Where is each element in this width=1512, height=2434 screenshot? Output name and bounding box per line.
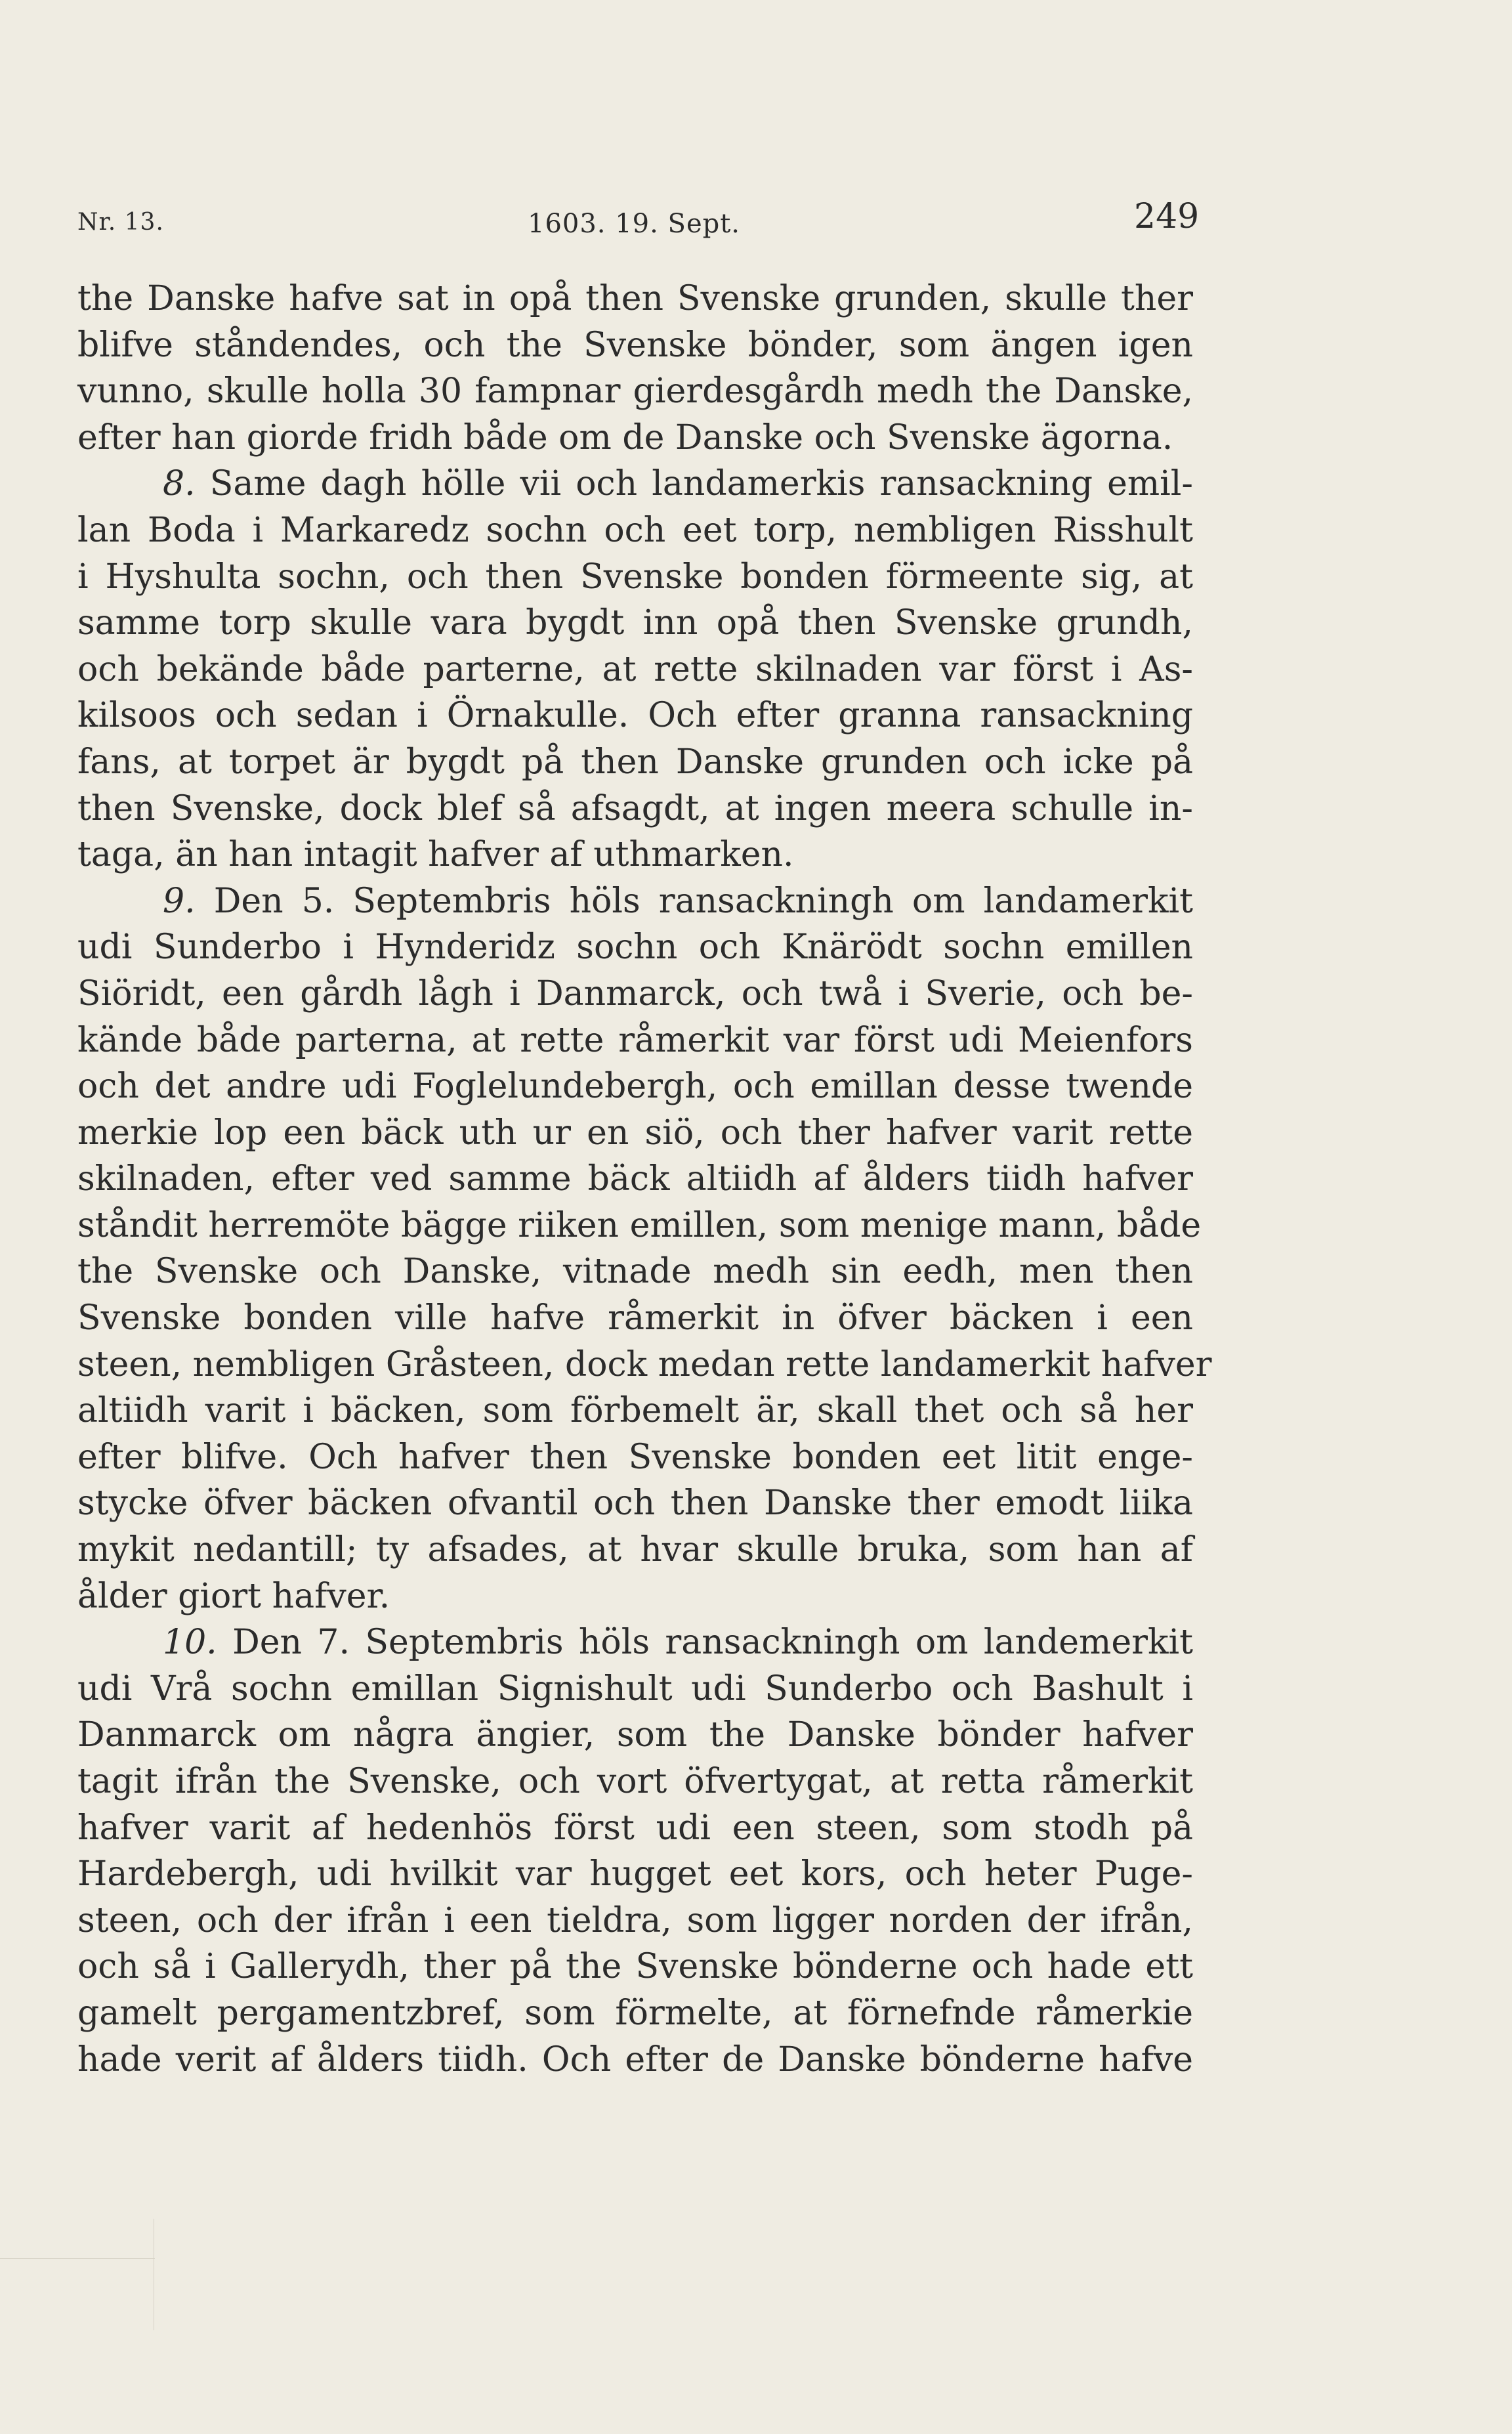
text-line [77,368,1193,415]
line-text: merkie lop een bäck uth ur en siö, och ther hafver varit rette [77,1113,1193,1153]
section-number: 8. [163,464,196,504]
text-line [77,1434,1193,1481]
line-text: efter han giorde fridh både om de Danske och Svenske ägorna. [77,417,1173,458]
line-text: Den 7. Septembris höls ransackningh om landemerkit [217,1623,1193,1663]
body-text [77,276,1212,2083]
text-line [77,971,1193,1017]
line-text: vunno, skulle holla 30 fampnar gierdesgårdh medh the Danske, [77,372,1193,412]
line-text: stycke öfver bäcken ofvantil och then Danske ther emodt liika [77,1484,1193,1524]
text-line [77,786,1193,832]
text-line [77,322,1193,369]
line-text: Same dagh hölle vii och landamerkis ransackning emil- [195,464,1193,504]
text-line [77,1203,1202,1249]
section-number: 9. [163,881,196,921]
line-text: steen, och der ifrån i een tieldra, som ligger norden der ifrån, [77,1900,1193,1940]
line-text: efter blifve. Och hafver then Svenske bonden eet litit enge- [77,1437,1193,1477]
text-line [77,693,1193,739]
line-text: i Hyshulta sochn, och then Svenske bonden förmeente sig, at [77,557,1193,597]
text-line [77,600,1193,647]
line-text: Danmarck om några ängier, som the Danske bönder hafver [77,1715,1193,1755]
section-number: 10. [163,1623,217,1663]
text-line [77,1388,1193,1434]
text-line [77,1156,1193,1203]
line-text: Hardebergh, udi hvilkit var hugget eet kors, och heter Puge- [77,1854,1193,1894]
line-text: steen, nembligen Gråsteen, dock medan rette landamerkit hafver [77,1344,1212,1384]
line-text: och så i Gallerydh, ther på the Svenske bönderne och hade ett [77,1947,1193,1987]
text-line [77,1249,1193,1295]
line-text: then Svenske, dock blef så afsagdt, at ingen meera schulle in- [77,788,1193,828]
line-text: Svenske bonden ville hafve råmerkit in öfver bäcken i een [77,1298,1193,1338]
line-text: lan Boda i Markaredz sochn och eet torp, nembligen Risshult [77,510,1193,550]
text-line [77,1295,1193,1342]
text-line [77,415,1193,461]
line-text: kilsoos och sedan i Örnakulle. Och efter granna ransackning [77,696,1193,736]
text-line [77,1342,1212,1388]
text-line [77,1990,1193,2037]
text-line [77,1944,1193,1990]
line-text: taga, än han intagit hafver af uthmarken. [77,835,794,875]
text-line [77,554,1193,601]
line-text: gamelt pergamentzbref, som förmelte, at förnefnde råmerkie [77,1993,1193,2033]
line-text: kände både parterna, at rette råmerkit var först udi Meienfors [77,1020,1193,1060]
text-line [77,1898,1193,1944]
line-text: och det andre udi Foglelundebergh, och emillan desse twende [77,1067,1193,1107]
text-line [77,276,1193,322]
text-line [77,1759,1193,1805]
line-text: altiidh varit i bäcken, som förbemelt är, skall thet och så her [77,1391,1193,1431]
scan-edge-mark [0,2258,155,2259]
document-number: Nr. 13. [77,209,164,236]
text-line [77,832,1193,878]
line-text: udi Sunderbo i Hynderidz sochn och Knärödt sochn emillen [77,928,1193,968]
line-text: ståndit herremöte bägge riiken emillen, som menige mann, både [77,1205,1202,1245]
line-text: tagit ifrån the Svenske, och vort öfvertygat, at retta råmerkit [77,1762,1193,1801]
text-line [77,1805,1193,1852]
text-line [77,1619,1193,1666]
page-number: 249 [1134,197,1200,236]
line-text: Siöridt, een gårdh lågh i Danmarck, och twå i Sverie, och be- [77,973,1193,1014]
line-text: ålder giort hafver. [77,1576,390,1616]
line-text: hafver varit af hedenhös först udi een steen, som stodh på [77,1808,1193,1848]
text-line [77,1017,1193,1064]
line-text: the Danske hafve sat in opå then Svenske grunden, skulle ther [77,279,1193,318]
text-line [77,647,1193,693]
text-line [77,1573,1193,1620]
text-line [77,507,1193,554]
line-text: hade verit af ålders tiidh. Och efter de Danske bönderne hafve [77,2039,1193,2080]
line-text: udi Vrå sochn emillan Signishult udi Sunderbo och Bashult i [77,1669,1193,1709]
running-header [77,197,1200,249]
line-text: och bekände både parterne, at rette skilnaden var först i As- [77,649,1193,689]
text-line [77,924,1193,971]
text-line [77,1712,1193,1759]
document-date: 1603. 19. Sept. [528,209,741,239]
text-line [77,1851,1193,1898]
text-line [77,878,1193,925]
text-line [77,1480,1193,1527]
text-line [77,1063,1193,1110]
text-line [77,1666,1193,1713]
text-line [77,1527,1193,1573]
line-text: fans, at torpet är bygdt på then Danske grunden och icke på [77,742,1193,782]
line-text: samme torp skulle vara bygdt inn opå then Svenske grundh, [77,603,1193,643]
line-text: skilnaden, efter ved samme bäck altiidh af ålders tiidh hafver [77,1159,1193,1199]
line-text: blifve ståndendes, och the Svenske bönder, som ängen igen [77,325,1193,365]
line-text: mykit nedantill; ty afsades, at hvar skulle bruka, som han af [77,1530,1193,1570]
line-text: Den 5. Septembris höls ransackningh om landamerkit [195,881,1193,921]
line-text: the Svenske och Danske, vitnade medh sin eedh, men then [77,1252,1193,1292]
text-line [77,461,1193,507]
text-line [77,2037,1193,2083]
text-line [77,739,1193,786]
text-line [77,1110,1193,1157]
